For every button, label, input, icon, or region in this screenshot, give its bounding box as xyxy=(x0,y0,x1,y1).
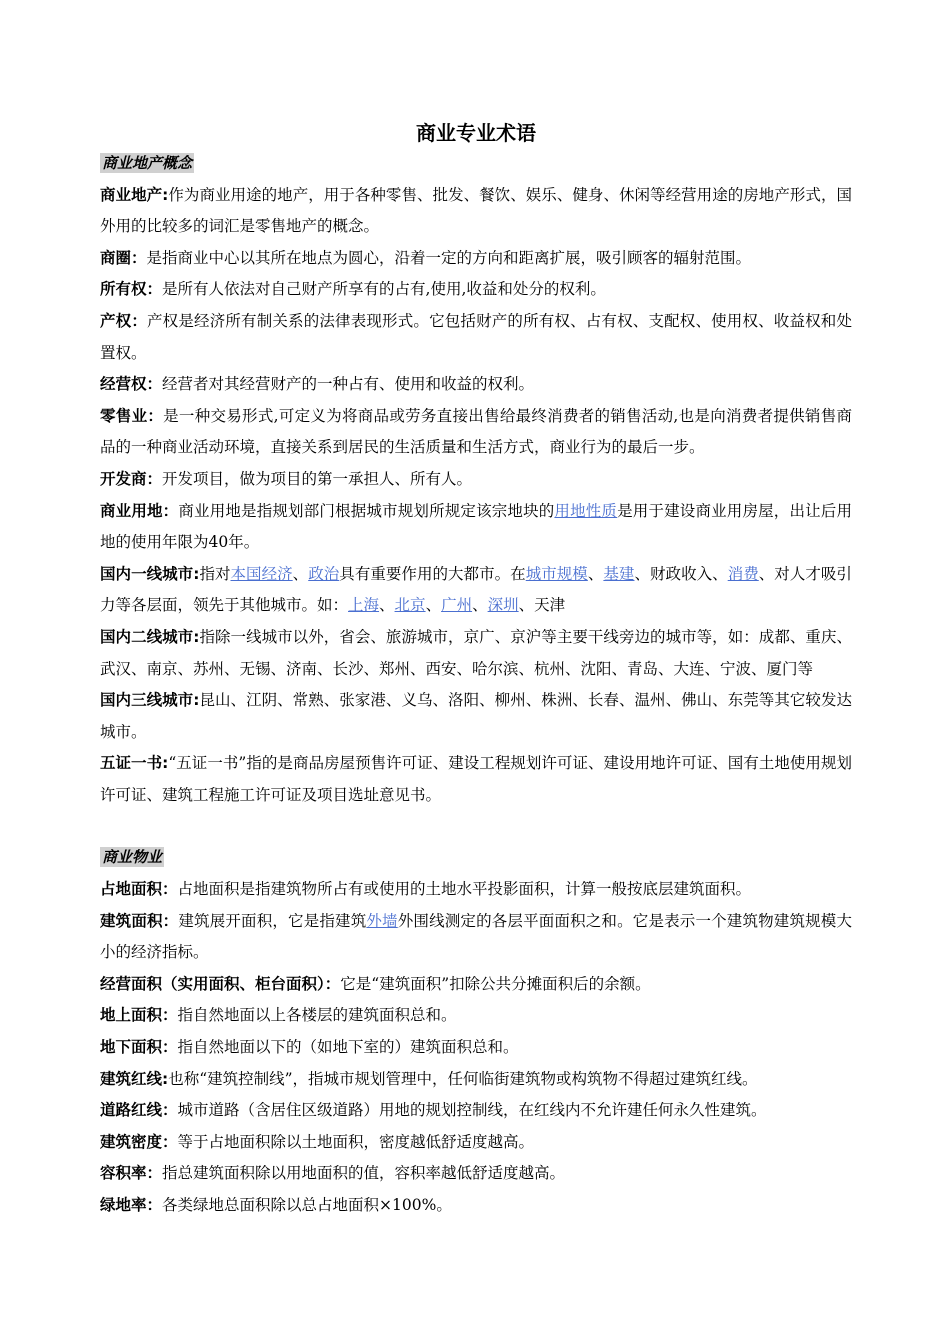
section-spacer xyxy=(100,811,852,842)
entry-definition: 是所有人依法对自己财产所享有的占有,使用,收益和处分的权利。 xyxy=(162,280,606,299)
entry-commercial-real-estate xyxy=(100,180,852,243)
entry-term: 绿地率： xyxy=(100,1196,163,1214)
entry-text: 指对 xyxy=(199,564,231,583)
entry-definition: 它是“建筑面积”扣除公共分摊面积后的余额。 xyxy=(340,974,651,993)
entry-definition: 开发项目，做为项目的第一承担人、所有人。 xyxy=(162,469,473,488)
entry-definition: 也称“建筑控制线”，指城市规划管理中，任何临街建筑物或构筑物不得超过建筑红线。 xyxy=(168,1069,758,1088)
entry-text: 、 xyxy=(472,596,488,615)
entry-text: 、 xyxy=(425,596,442,615)
entry-text: 具有重要作用的大都市。在 xyxy=(339,564,526,583)
entry-text: 、财政收入、 xyxy=(634,564,728,583)
entry-definition: 是一种交易形式,可定义为将商品或劳务直接出售给最终消费者的销售活动,也是向消费者提供销售商品的一种商业活动环境，直接关系到居民的生活质量和生活方式，商业行为的最后一步。 xyxy=(100,406,852,457)
link-shanghai[interactable]: 上海 xyxy=(348,596,380,615)
entry-definition: 各类绿地总面积除以总占地面积×100%。 xyxy=(162,1196,452,1214)
entry-definition: 指自然地面以上各楼层的建筑面积总和。 xyxy=(177,1006,457,1025)
link-city-scale[interactable]: 城市规模 xyxy=(525,564,588,583)
link-beijing[interactable]: 北京 xyxy=(394,596,426,615)
section-heading-commercial-property: 商业物业 xyxy=(102,848,163,867)
entry-definition: 指除一线城市以外，省会、旅游城市，京广、京沪等主要干线旁边的城市等，如：成都、重庆、武汉、南京、苏州、无锡、济南、长沙、郑州、西安、哈尔滨、杭州、沈阳、青岛、大连、宁波、厦门等 xyxy=(100,627,852,678)
section-heading-commercial-real-estate: 商业地产概念 xyxy=(102,154,193,172)
entry-tier2-cities xyxy=(100,622,852,685)
entry-term: 五证一书: xyxy=(100,754,169,773)
entry-term: 建筑面积： xyxy=(100,911,179,930)
entry-definition: 产权是经济所有制关系的法律表现形式。它包括财产的所有权、占有权、支配权、使用权、收益权和处置权。 xyxy=(100,311,852,362)
entry-definition: 指自然地面以下的（如地下室的）建筑面积总和。 xyxy=(177,1038,519,1057)
entry-tier1-cities xyxy=(100,559,852,622)
entry-definition-part: 商业用地是指规划部门根据城市规划所规定该宗地块的 xyxy=(178,501,555,520)
entry-definition: 等于占地面积除以土地面积，密度越低舒适度越高。 xyxy=(177,1132,535,1151)
entry-definition-part: 是用于建设商业用房屋，出让后用地的使用年限为40年。 xyxy=(100,501,852,552)
entry-term: 建筑密度： xyxy=(100,1132,178,1151)
entry-term: 容积率： xyxy=(100,1164,163,1183)
entry-text: 、 xyxy=(587,564,604,583)
entry-term: 占地面积： xyxy=(100,880,178,899)
entry-term: 开发商： xyxy=(100,469,163,488)
entry-definition: 城市道路（含居住区级道路）用地的规划控制线，在红线内不允许建任何永久性建筑。 xyxy=(177,1101,767,1120)
entry-land-area xyxy=(100,874,852,906)
entry-term: 所有权： xyxy=(100,280,163,299)
entry-underground-area xyxy=(100,1032,852,1064)
link-land-use-nature[interactable]: 用地性质 xyxy=(554,501,618,520)
link-infrastructure[interactable]: 基建 xyxy=(603,564,635,583)
entry-term: 国内二线城市: xyxy=(100,627,200,646)
entry-five-certificates xyxy=(100,748,852,811)
entry-term: 产权： xyxy=(100,311,148,330)
entry-tier3-cities xyxy=(100,685,852,748)
link-shenzhen[interactable]: 深圳 xyxy=(487,596,519,615)
document-page xyxy=(100,118,852,1222)
entry-text: 、 xyxy=(379,596,395,615)
entry-term: 商业用地： xyxy=(100,501,179,520)
entry-text: 、对人才吸引力等各层面，领先于其他城市。如： xyxy=(100,564,852,615)
entry-term: 地下面积： xyxy=(100,1038,178,1057)
link-politics[interactable]: 政治 xyxy=(308,564,340,583)
entry-operating-rights xyxy=(100,369,852,401)
entry-operating-area xyxy=(100,969,852,1001)
entry-commercial-land xyxy=(100,496,852,559)
entry-term: 经营权： xyxy=(100,375,163,394)
entry-road-red-line xyxy=(100,1095,852,1127)
entry-definition: “五证一书”指的是商品房屋预售许可证、建设工程规划许可证、建设用地许可证、国有土地使用规划许可证、建筑工程施工许可证及项目选址意见书。 xyxy=(100,754,852,804)
entry-definition: 昆山、江阴、常熟、张家港、义乌、洛阳、柳州、株洲、长春、温州、佛山、东莞等其它较发达城市。 xyxy=(100,691,852,741)
entry-text: 、 xyxy=(292,564,309,583)
entry-term: 零售业： xyxy=(100,406,164,425)
entry-trade-area xyxy=(100,243,852,275)
link-national-economy[interactable]: 本国经济 xyxy=(230,564,293,583)
entry-definition-part: 建筑展开面积，它是指建筑 xyxy=(178,911,367,930)
entry-term: 经营面积（实用面积、柜台面积）： xyxy=(100,974,341,993)
link-consumption[interactable]: 消费 xyxy=(727,564,759,583)
entry-definition: 占地面积是指建筑物所占有或使用的土地水平投影面积，计算一般按底层建筑面积。 xyxy=(177,880,752,899)
entry-ownership xyxy=(100,274,852,306)
entry-building-density xyxy=(100,1127,852,1159)
entry-text: 、天津 xyxy=(518,596,566,615)
entry-term: 国内一线城市: xyxy=(100,564,200,583)
entry-term: 地上面积： xyxy=(100,1006,178,1025)
entry-above-ground-area xyxy=(100,1000,852,1032)
entry-term: 建筑红线: xyxy=(100,1069,169,1088)
entry-retail xyxy=(100,401,852,464)
entry-developer xyxy=(100,464,852,496)
entry-definition: 指总建筑面积除以用地面积的值，容积率越低舒适度越高。 xyxy=(162,1164,566,1183)
link-exterior-wall[interactable]: 外墙 xyxy=(366,911,398,930)
entry-building-red-line xyxy=(100,1064,852,1096)
entry-green-ratio xyxy=(100,1190,852,1222)
entry-term: 道路红线： xyxy=(100,1101,178,1120)
entry-term: 国内三线城市: xyxy=(100,691,200,710)
entry-definition: 是指商业中心以其所在地点为圆心，沿着一定的方向和距离扩展，吸引顾客的辐射范围。 xyxy=(146,248,752,267)
entry-term: 商圈： xyxy=(100,248,147,267)
entry-definition-part: 外围线测定的各层平面面积之和。它是表示一个建筑物建筑规模大小的经济指标。 xyxy=(100,911,852,962)
entry-floor-area-ratio xyxy=(100,1158,852,1190)
entry-term: 商业地产: xyxy=(100,185,169,204)
entry-building-area xyxy=(100,906,852,969)
entry-definition: 作为商业用途的地产，用于各种零售、批发、餐饮、娱乐、健身、休闲等经营用途的房地产形式，国外用的比较多的词汇是零售地产的概念。 xyxy=(100,185,852,236)
entry-definition: 经营者对其经营财产的一种占有、使用和收益的权利。 xyxy=(162,375,535,394)
entry-property-rights xyxy=(100,306,852,369)
link-guangzhou[interactable]: 广州 xyxy=(441,596,473,615)
page-title: 商业专业术语 xyxy=(416,121,536,145)
